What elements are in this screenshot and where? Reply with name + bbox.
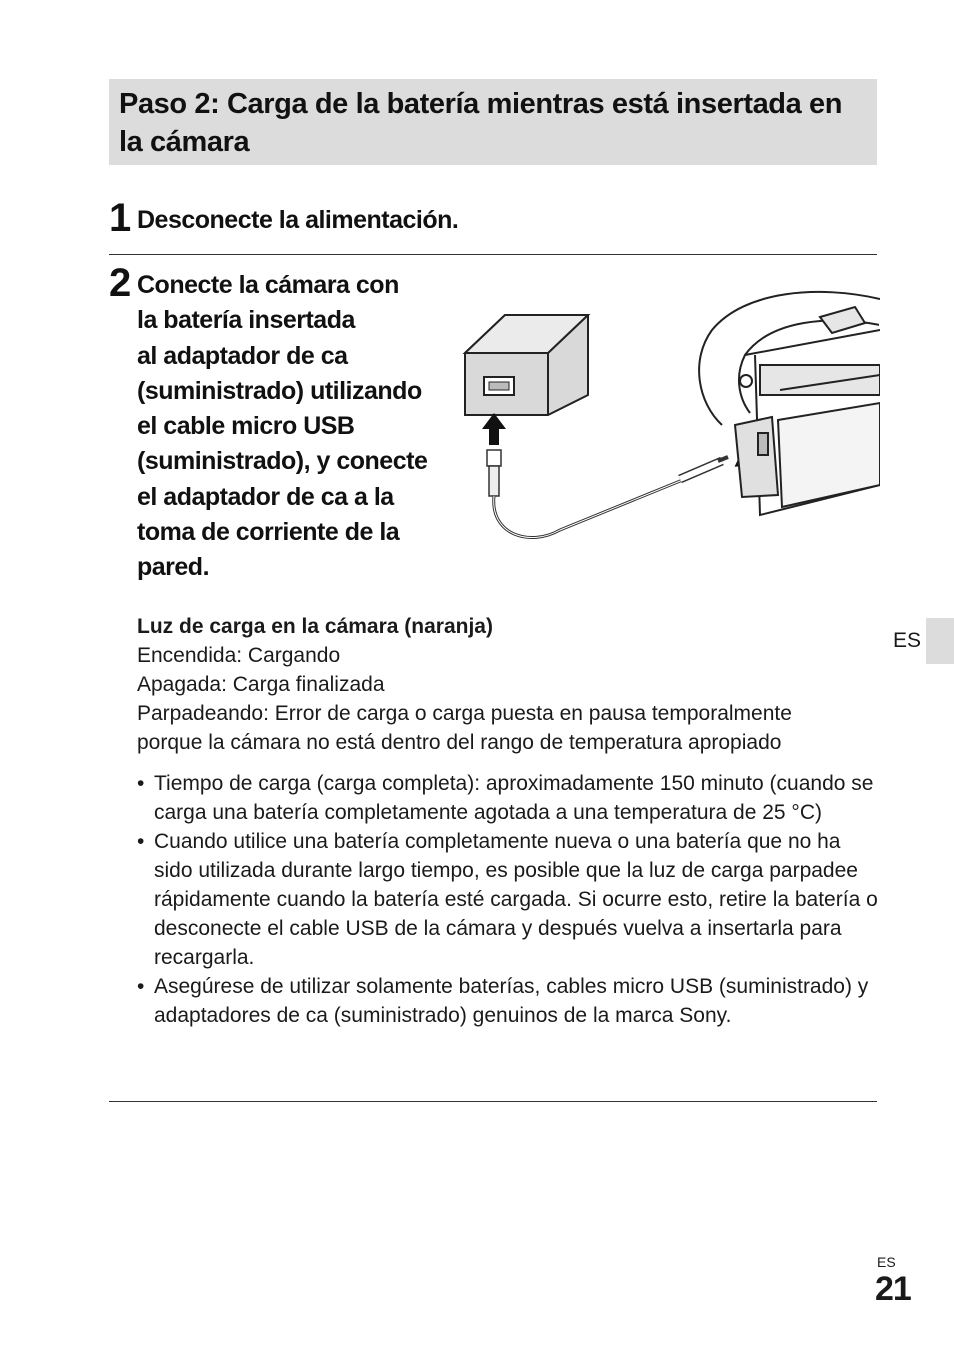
step-2-number: 2	[109, 261, 132, 305]
step-2-line: al adaptador de ca	[137, 341, 348, 370]
step-2-line: pared.	[137, 553, 210, 582]
charge-light-line: Apagada: Carga finalizada	[137, 673, 385, 696]
bullet-icon: •	[137, 772, 145, 795]
step-2-line: el adaptador de ca a la	[137, 482, 394, 511]
charging-illustration	[460, 285, 880, 545]
charge-light-line: porque la cámara no está dentro del rango de temperatura apropiado	[137, 731, 782, 754]
section-title-box	[109, 79, 877, 165]
bullet-icon: •	[137, 975, 145, 998]
up-arrow-icon	[482, 413, 506, 445]
list-item	[137, 827, 882, 972]
note-text: Asegúrese de utilizar solamente baterías, cables micro USB (suministrado) y adaptadores de ca (suministrado) genuinos de la marca Sony.	[154, 975, 869, 1027]
step-2-line: toma de corriente de la	[137, 518, 400, 547]
note-text: Cuando utilice una batería completamente nueva o una batería que no ha sido utilizada durante largo tiempo, es posible que la luz de carga parpadee rápidamente cuando la batería esté cargada. Si ocurre esto, retire la batería o desconecte el cable USB de la cámara y después vuelva a insertarla para recargarla.	[154, 830, 878, 969]
camera-icon	[699, 292, 880, 515]
step-2-line: (suministrado) utilizando	[137, 376, 422, 405]
step-2-line: la batería insertada	[137, 306, 355, 335]
notes-list	[137, 769, 882, 1030]
step-2-line: Conecte la cámara con	[137, 271, 399, 299]
step-2-line: el cable micro USB	[137, 412, 355, 441]
ac-adapter-icon	[465, 315, 588, 415]
charge-light-heading: Luz de carga en la cámara (naranja)	[137, 615, 493, 638]
page-number: 21	[875, 1270, 911, 1308]
step-2-text	[137, 268, 457, 586]
step-2-line: (suministrado), y conecte	[137, 447, 428, 476]
step-1-text: Desconecte la alimentación.	[137, 206, 459, 234]
divider-top	[109, 254, 877, 255]
list-item	[137, 769, 882, 827]
footer-language: ES	[877, 1254, 896, 1270]
divider-bottom	[109, 1101, 877, 1102]
charge-light-line: Encendida: Cargando	[137, 644, 341, 667]
usb-cable-icon	[487, 450, 728, 538]
note-text: Tiempo de carga (carga completa): aproximadamente 150 minuto (cuando se carga una batería completamente agotada a una temperatura de 25 °C)	[154, 772, 874, 824]
charge-light-info	[137, 612, 877, 757]
language-tab-label: ES	[893, 629, 922, 652]
list-item	[137, 972, 882, 1030]
charge-light-line: Parpadeando: Error de carga o carga puesta en pausa temporalmente	[137, 702, 792, 725]
page-title: Paso 2: Carga de la batería mientras está insertada en la cámara	[119, 88, 843, 158]
step-1-number: 1	[109, 196, 132, 240]
language-tab	[926, 618, 954, 664]
bullet-icon: •	[137, 830, 145, 853]
